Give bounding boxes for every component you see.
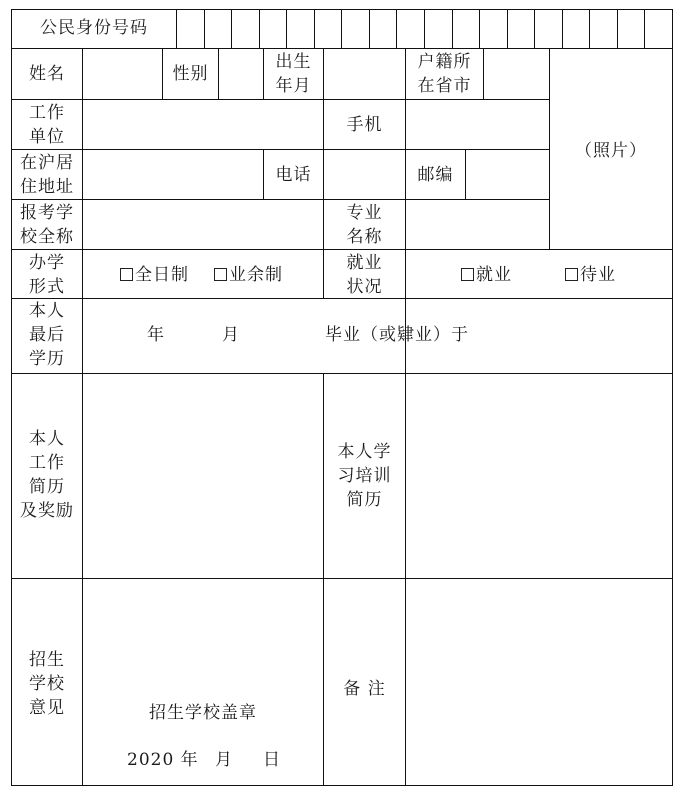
- id-digit-box[interactable]: [177, 10, 204, 48]
- parttime-option[interactable]: [214, 263, 283, 287]
- education-label: 本人 最后 学历: [29, 301, 65, 369]
- study-form-label: 办学 形式: [29, 253, 65, 297]
- employed-label: 就业: [476, 265, 512, 285]
- major-field[interactable]: [406, 200, 549, 249]
- study-history-field[interactable]: [406, 374, 672, 578]
- id-number-label: 公民身份号码: [40, 18, 148, 38]
- date-year: 2020 年: [127, 750, 199, 770]
- employment-label: 就业 状况: [346, 253, 383, 297]
- employed-checkbox[interactable]: [461, 268, 474, 281]
- id-digit-box[interactable]: [370, 10, 397, 48]
- edu-month-label: 月: [222, 325, 240, 345]
- id-digit-box[interactable]: [508, 10, 535, 48]
- seal-text: 招生学校盖章: [149, 703, 257, 723]
- school-opinion-label: 招生 学校 意见: [29, 650, 65, 718]
- birth-label: 出生 年月: [275, 52, 312, 96]
- household-label: 户籍所 在省市: [417, 52, 472, 96]
- graduate-text: 毕业（或肄业）于: [325, 325, 469, 345]
- major-label: 专业 名称: [346, 203, 383, 247]
- id-digit-box[interactable]: [315, 10, 342, 48]
- photo-placeholder[interactable]: （照片）: [575, 141, 647, 161]
- id-digit-box[interactable]: [618, 10, 645, 48]
- gender-field[interactable]: [219, 49, 263, 99]
- id-digit-box[interactable]: [397, 10, 424, 48]
- id-digit-box[interactable]: [260, 10, 287, 48]
- phone-field[interactable]: [324, 150, 405, 199]
- address-label: 在沪居 住地址: [20, 153, 74, 197]
- date-month: 月: [215, 750, 233, 770]
- id-digit-box[interactable]: [232, 10, 259, 48]
- postcode-field[interactable]: [466, 150, 549, 199]
- work-history-field[interactable]: [83, 374, 323, 578]
- waiting-label: 待业: [580, 265, 616, 285]
- id-digit-box[interactable]: [563, 10, 590, 48]
- phone-label: 电话: [275, 165, 312, 185]
- id-digit-box[interactable]: [535, 10, 562, 48]
- parttime-label: 业余制: [229, 265, 283, 285]
- id-digit-box[interactable]: [425, 10, 452, 48]
- work-history-label: 本人 工作 简历 及奖励: [20, 429, 74, 521]
- id-digit-box[interactable]: [453, 10, 480, 48]
- id-digit-box[interactable]: [645, 10, 672, 48]
- name-field[interactable]: [83, 49, 162, 99]
- fulltime-checkbox[interactable]: [120, 268, 133, 281]
- work-unit-label: 工作 单位: [29, 103, 65, 147]
- parttime-checkbox[interactable]: [214, 268, 227, 281]
- work-unit-field[interactable]: [83, 100, 323, 149]
- edu-year-label: 年: [147, 325, 165, 345]
- id-digit-box[interactable]: [342, 10, 369, 48]
- id-digit-box[interactable]: [590, 10, 617, 48]
- mobile-field[interactable]: [406, 100, 549, 149]
- fulltime-option[interactable]: [120, 263, 189, 287]
- address-field[interactable]: [83, 150, 263, 199]
- id-digit-box[interactable]: [205, 10, 232, 48]
- school-field[interactable]: [83, 200, 323, 249]
- fulltime-label: 全日制: [135, 265, 189, 285]
- gender-label: 性别: [172, 64, 209, 84]
- school-label: 报考学 校全称: [20, 203, 74, 247]
- id-digit-box[interactable]: [287, 10, 314, 48]
- household-field[interactable]: [484, 49, 549, 99]
- remark-field[interactable]: [406, 579, 672, 785]
- postcode-label: 邮编: [417, 165, 454, 185]
- waiting-option[interactable]: [565, 263, 616, 287]
- birth-field[interactable]: [324, 49, 405, 99]
- remark-label: 备 注: [343, 679, 386, 699]
- mobile-label: 手机: [346, 115, 383, 135]
- waiting-checkbox[interactable]: [565, 268, 578, 281]
- name-label: 姓名: [29, 64, 65, 84]
- employed-option[interactable]: [461, 263, 512, 287]
- id-digit-box[interactable]: [480, 10, 507, 48]
- study-history-label: 本人学 习培训 简历: [337, 442, 392, 510]
- date-day: 日: [263, 750, 281, 770]
